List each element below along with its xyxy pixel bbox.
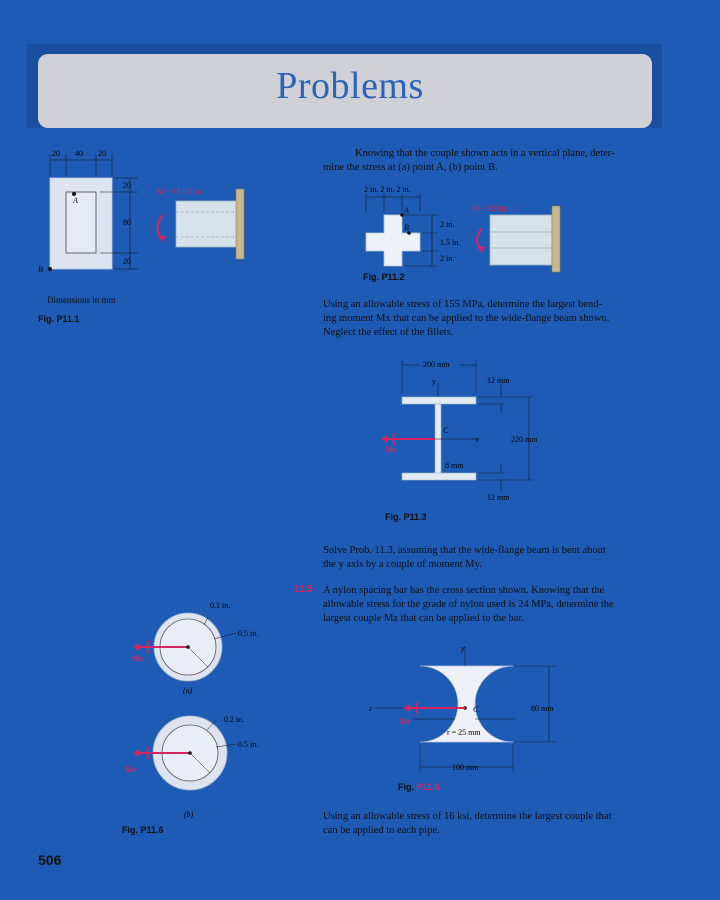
dim-top-2: 40 bbox=[75, 149, 83, 158]
dim-right-2: 1.5 in. bbox=[440, 238, 461, 247]
x-axis-label: x bbox=[475, 435, 479, 444]
problem-11-4-line-1: Solve Prob. 11.3, assuming that the wide-flange beam is bent about bbox=[323, 545, 606, 556]
page-number: 506 bbox=[38, 852, 62, 868]
dim-right-2: 80 bbox=[123, 218, 131, 227]
figure-p11-1 bbox=[30, 145, 260, 295]
caption-number: P11.5 bbox=[416, 782, 440, 792]
centroid-label: C bbox=[473, 705, 479, 714]
height-dim: 80 mm bbox=[531, 704, 554, 713]
caption-p11-3: Fig. P11.3 bbox=[385, 512, 427, 522]
radius-label: r = 25 mm bbox=[447, 728, 481, 737]
point-b-label: B bbox=[38, 265, 43, 274]
problem-11-3-line-1: Using an allowable stress of 155 MPa, determine the largest bend- bbox=[323, 299, 602, 310]
point-a-label: A bbox=[404, 206, 409, 215]
z-axis-label: z bbox=[369, 704, 373, 713]
problem-11-6-line-2: can be applied to each pipe. bbox=[323, 825, 440, 836]
web-dim: 8 mm bbox=[445, 461, 464, 470]
problem-11-3-line-3: Neglect the effect of the fillets. bbox=[323, 327, 454, 338]
dimensions-note: Dimensions in mm bbox=[47, 295, 116, 305]
beam-body bbox=[490, 215, 552, 265]
moment-label: M = 15 kN·m bbox=[157, 187, 202, 196]
y-axis-label: y bbox=[432, 377, 436, 386]
problem-11-5-number: 11.5 bbox=[294, 584, 313, 595]
wall-support bbox=[552, 206, 560, 272]
problem-11-3-line-2: ing moment Mx that can be applied to the wide-flange beam shown. bbox=[323, 313, 610, 324]
dim-top-3: 20 bbox=[98, 149, 106, 158]
problem-11-1-line-2: mine the stress at (a) point A, (b) point B. bbox=[323, 162, 498, 173]
height-dim: 220 mm bbox=[511, 435, 538, 444]
caption-prefix: Fig. bbox=[398, 782, 417, 792]
top-flange bbox=[402, 397, 476, 404]
caption-p11-6: Fig. P11.6 bbox=[122, 825, 164, 835]
pipe-b-thickness: 0.2 in. bbox=[224, 715, 245, 724]
width-dim: 100 mm bbox=[452, 763, 479, 772]
cross-section bbox=[366, 215, 420, 266]
problem-11-1-line-1: Knowing that the couple shown acts in a vertical plane, deter- bbox=[355, 148, 615, 159]
pipe-a-thickness: 0.1 in. bbox=[210, 601, 231, 610]
dim-top: 2 in. 2 in. 2 in. bbox=[364, 185, 411, 194]
caption-p11-2: Fig. P11.2 bbox=[363, 272, 405, 282]
dim-right-3: 2 in. bbox=[440, 254, 455, 263]
problem-11-5-line-3: largest couple Mz that can be applied to the bar. bbox=[323, 613, 524, 624]
web bbox=[435, 404, 441, 473]
pipe-a-label: (a) bbox=[183, 686, 193, 695]
beam-body bbox=[176, 201, 238, 247]
flange-dim-top: 12 mm bbox=[487, 376, 510, 385]
pipe-b-radius: 0.5 in. bbox=[238, 740, 259, 749]
width-dim: 200 mm bbox=[423, 360, 450, 369]
y-axis-label: y bbox=[461, 644, 465, 653]
dim-right-3: 20 bbox=[123, 257, 131, 266]
rect-hole bbox=[66, 192, 96, 253]
bottom-flange bbox=[402, 473, 476, 480]
dim-right-1: 2 in. bbox=[440, 220, 455, 229]
centroid-label: C bbox=[443, 426, 449, 435]
figure-p11-3 bbox=[375, 355, 575, 505]
pipe-a-radius: 0.5 in. bbox=[238, 629, 259, 638]
flange-dim-bottom: 12 mm bbox=[487, 493, 510, 502]
dim-right-1: 20 bbox=[123, 181, 131, 190]
pipe-b-moment: Mz bbox=[125, 765, 137, 774]
page-title: Problems bbox=[276, 65, 424, 107]
pipe-a-moment: Mz bbox=[132, 654, 144, 663]
moment-label: M = 25 kip·in. bbox=[472, 204, 519, 213]
moment-label: Mx bbox=[385, 445, 397, 454]
figure-p11-2 bbox=[360, 182, 580, 277]
problem-11-5-line-1: A nylon spacing bar has the cross section shown. Knowing that the bbox=[323, 585, 605, 596]
point-a-label: A bbox=[73, 196, 78, 205]
problem-11-4-line-2: the y axis by a couple of moment My. bbox=[323, 559, 482, 570]
point-b-dot bbox=[48, 267, 52, 271]
moment-label: Mz bbox=[399, 717, 411, 726]
caption-p11-5 bbox=[398, 782, 440, 792]
caption-p11-1: Fig. P11.1 bbox=[38, 314, 80, 324]
figure-p11-6 bbox=[120, 595, 300, 820]
problem-11-6-line-1: Using an allowable stress of 16 ksi, determine the largest couple that bbox=[323, 811, 612, 822]
dim-top-1: 20 bbox=[52, 149, 60, 158]
problem-11-5-line-2: allowable stress for the grade of nylon used is 24 MPa, determine the bbox=[323, 599, 614, 610]
wall-support bbox=[236, 189, 244, 259]
pipe-b-label: (b) bbox=[184, 810, 194, 819]
figure-p11-5 bbox=[365, 640, 575, 780]
point-b-label: B bbox=[404, 223, 409, 232]
